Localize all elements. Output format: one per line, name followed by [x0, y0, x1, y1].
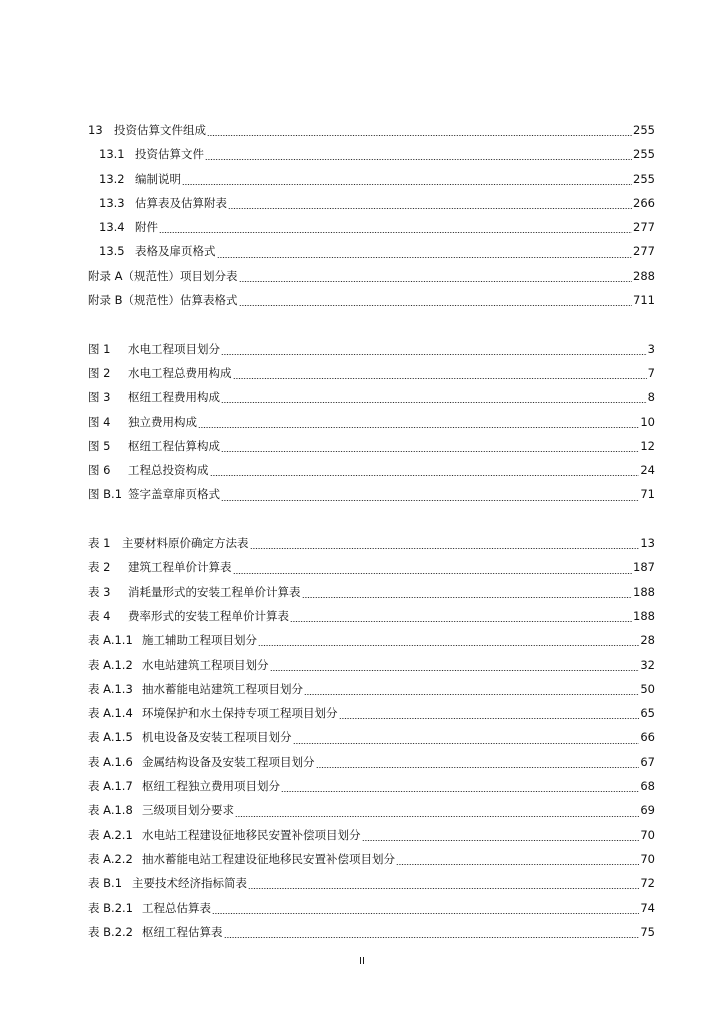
toc-entry[interactable]: [88, 677, 655, 701]
toc-entry-title: 主要材料原价确定方法表: [122, 536, 249, 551]
dot-leader: [198, 410, 639, 434]
toc-entry-page: 50: [640, 681, 655, 696]
toc-entry-title: 环境保护和水土保持专项工程项目划分: [142, 706, 338, 721]
toc-entry-number: 表 A.1.2: [88, 657, 133, 672]
page-number: II: [359, 956, 365, 967]
toc-entry-title: 投资估算文件组成: [114, 123, 206, 137]
toc-entry-title: 枢纽工程估算构成: [128, 438, 220, 453]
dot-leader: [396, 847, 639, 871]
toc-entry[interactable]: [88, 410, 655, 434]
dot-leader: [235, 798, 639, 822]
dot-leader: [258, 628, 639, 652]
toc-entry-title: 附录 A（规范性）项目划分表: [88, 268, 238, 283]
toc-entry[interactable]: [88, 823, 655, 847]
toc-entry-title: 抽水蓄能电站建筑工程项目划分: [142, 681, 303, 696]
toc-entry-page: 288: [633, 268, 655, 283]
toc-entry[interactable]: [88, 288, 655, 312]
dot-leader: [221, 434, 639, 458]
toc-entry[interactable]: [88, 458, 655, 482]
toc-entry-page: 71: [640, 487, 655, 502]
toc-entry-page: 65: [640, 706, 655, 721]
toc-entry-number: 表 A.1.8: [88, 803, 133, 818]
toc-entry[interactable]: [88, 239, 655, 263]
toc-entry-page: 255: [633, 147, 655, 162]
dot-leader: [302, 580, 633, 604]
toc-entry-page: 13: [640, 536, 655, 551]
toc-entry-title: 附件: [135, 220, 158, 235]
dot-leader: [228, 191, 632, 215]
toc-entry-page: 8: [647, 390, 655, 405]
toc-entry[interactable]: [88, 725, 655, 749]
toc-entry-title: 水电站工程建设征地移民安置补偿项目划分: [142, 827, 361, 842]
toc-entry[interactable]: [88, 264, 655, 288]
toc-entry-page: 70: [640, 851, 655, 866]
toc-entry-page: 188: [633, 608, 655, 623]
toc-entry-number: 表 B.1: [88, 876, 123, 891]
toc-entry-title: 表格及扉页格式: [135, 244, 216, 259]
toc-entry-page: 711: [633, 293, 655, 308]
toc-entry[interactable]: [88, 896, 655, 920]
toc-entry-title: 签字盖章扉页格式: [128, 487, 220, 502]
toc-entry-page: 7: [647, 365, 655, 380]
dot-leader: [233, 361, 647, 385]
toc-entry-title: 水电工程项目划分: [128, 341, 220, 356]
toc-entry-number: 表 2: [88, 560, 111, 575]
dot-leader: [290, 604, 632, 628]
dot-leader: [281, 774, 639, 798]
toc-entry-title: 枢纽工程独立费用项目划分: [142, 779, 280, 794]
toc-entry-number: 表 A.1.4: [88, 706, 133, 721]
toc-entry-number: 图 1: [88, 341, 111, 356]
toc-entry-title: 费率形式的安装工程单价计算表: [128, 608, 289, 623]
section-gap: [88, 507, 655, 531]
toc-entry-number: 13.4: [99, 220, 125, 235]
toc-entry-number: 表 4: [88, 608, 111, 623]
toc-entry-number: 13.1: [99, 147, 125, 162]
toc-entry[interactable]: [88, 774, 655, 798]
toc-entry-page: 188: [633, 584, 655, 599]
toc-entry-title: 估算表及估算附表: [135, 195, 227, 210]
dot-leader: [221, 385, 647, 409]
toc-entry-page: 277: [633, 244, 655, 259]
toc-entry[interactable]: [88, 118, 655, 142]
toc-entry-page: 10: [640, 414, 655, 429]
toc-entry-page: 72: [640, 876, 655, 891]
toc-entry[interactable]: [88, 604, 655, 628]
toc-entry-page: 24: [640, 463, 655, 478]
toc-entry[interactable]: [88, 434, 655, 458]
toc-entry-title: 施工辅助工程项目划分: [142, 633, 257, 648]
toc-entry-number: 表 A.1.1: [88, 633, 133, 648]
toc-entry[interactable]: [88, 215, 655, 239]
toc-entry-page: 3: [647, 341, 655, 356]
dot-leader: [159, 215, 632, 239]
dot-leader: [212, 896, 639, 920]
toc-entry[interactable]: [88, 555, 655, 579]
toc-entry-number: 表 B.2.2: [88, 924, 133, 939]
toc-entry-number: 表 A.1.3: [88, 681, 133, 696]
toc-entry-page: 187: [633, 560, 655, 575]
toc-entry-title: 附录 B（规范性）估算表格式: [88, 293, 238, 308]
dot-leader: [304, 677, 639, 701]
toc-entry[interactable]: [88, 385, 655, 409]
dot-leader: [270, 653, 640, 677]
toc-entry[interactable]: [88, 191, 655, 215]
dot-leader: [239, 264, 633, 288]
toc-entry-page: 68: [640, 779, 655, 794]
toc-entry-number: 表 A.2.2: [88, 851, 133, 866]
toc-entry-title: 三级项目划分要求: [142, 803, 234, 818]
toc-entry[interactable]: [88, 167, 655, 191]
toc-entry-page: 28: [640, 633, 655, 648]
dot-leader: [221, 337, 647, 361]
toc-entry[interactable]: [88, 361, 655, 385]
dot-leader: [233, 555, 633, 579]
toc-entry-number: 表 B.2.1: [88, 900, 133, 915]
toc-entry-number: 表 A.1.5: [88, 730, 133, 745]
toc-entry-number: 图 6: [88, 463, 111, 478]
dot-leader: [210, 458, 640, 482]
toc-entry-page: 67: [640, 754, 655, 769]
dot-leader: [316, 750, 640, 774]
toc-entry-page: 69: [640, 803, 655, 818]
toc-entry-number: 13.2: [99, 171, 125, 186]
toc-entry-number: 图 5: [88, 438, 111, 453]
toc-entry-page: 266: [633, 195, 655, 210]
dot-leader: [224, 920, 640, 944]
toc-entry-number: 表 A.1.7: [88, 779, 133, 794]
toc-entry[interactable]: [88, 580, 655, 604]
toc-entry-number: 图 2: [88, 365, 111, 380]
toc-entry-title: 主要技术经济指标简表: [132, 876, 247, 891]
toc-entry[interactable]: [88, 750, 655, 774]
section-gap: [88, 312, 655, 336]
toc-entry-title: 消耗量形式的安装工程单价计算表: [128, 584, 301, 599]
toc-entry-page: 74: [640, 900, 655, 915]
toc-entry[interactable]: [88, 653, 655, 677]
toc-entry-number: 图 3: [88, 390, 111, 405]
toc-entry[interactable]: [88, 871, 655, 895]
toc-entry-title: 建筑工程单价计算表: [128, 560, 232, 575]
toc-entry-title: 工程总投资构成: [128, 463, 209, 478]
dot-leader: [250, 531, 640, 555]
toc-entry-title: 编制说明: [135, 171, 181, 186]
dot-leader: [293, 725, 640, 749]
toc-entry-number: 13.3: [99, 195, 125, 210]
toc-entry[interactable]: [88, 847, 655, 871]
dot-leader: [217, 239, 633, 263]
toc-entry-title: 金属结构设备及安装工程项目划分: [142, 754, 315, 769]
toc-entry-title: 抽水蓄能电站工程建设征地移民安置补偿项目划分: [142, 851, 395, 866]
toc-entry[interactable]: [88, 798, 655, 822]
toc-entry-number: 表 3: [88, 584, 111, 599]
toc-entry-title: 枢纽工程费用构成: [128, 390, 220, 405]
toc-entry-number: 表 1: [88, 536, 111, 551]
toc-entry-title: 水电工程总费用构成: [128, 365, 232, 380]
toc-entry[interactable]: [88, 531, 655, 555]
toc-entry[interactable]: [88, 628, 655, 652]
toc-entry-title: 工程总估算表: [142, 900, 211, 915]
toc-entry-page: 66: [640, 730, 655, 745]
toc-entry-page: 75: [640, 924, 655, 939]
toc-entry[interactable]: [88, 142, 655, 166]
toc-entry-number: 13.5: [99, 244, 125, 259]
toc-entry-number: 表 A.1.6: [88, 754, 133, 769]
dot-leader: [362, 823, 640, 847]
toc-entry-number: 13: [88, 123, 103, 137]
toc-entry-page: 255: [633, 123, 655, 137]
toc-entry-page: 32: [640, 657, 655, 672]
dot-leader: [239, 288, 633, 312]
toc-entry-page: 12: [640, 438, 655, 453]
toc-entry-title: 水电站建筑工程项目划分: [142, 657, 269, 672]
toc-entry-number: 表 A.2.1: [88, 827, 133, 842]
toc-entry-title: 枢纽工程估算表: [142, 924, 223, 939]
toc-entry-page: 255: [633, 171, 655, 186]
toc-entry[interactable]: [88, 482, 655, 506]
toc-entry[interactable]: [88, 337, 655, 361]
table-of-contents: [88, 118, 655, 944]
toc-entry-title: 投资估算文件: [135, 147, 204, 162]
toc-entry-title: 独立费用构成: [128, 414, 197, 429]
dot-leader: [248, 871, 639, 895]
dot-leader: [182, 167, 632, 191]
dot-leader: [205, 142, 632, 166]
toc-entry-number: 图 4: [88, 414, 111, 429]
dot-leader: [207, 118, 632, 142]
toc-entry-number: 图 B.1: [88, 487, 123, 502]
toc-entry-title: 机电设备及安装工程项目划分: [142, 730, 292, 745]
toc-entry[interactable]: [88, 920, 655, 944]
toc-entry-page: 277: [633, 220, 655, 235]
dot-leader: [339, 701, 640, 725]
toc-entry[interactable]: [88, 701, 655, 725]
toc-entry-page: 70: [640, 827, 655, 842]
dot-leader: [221, 482, 639, 506]
